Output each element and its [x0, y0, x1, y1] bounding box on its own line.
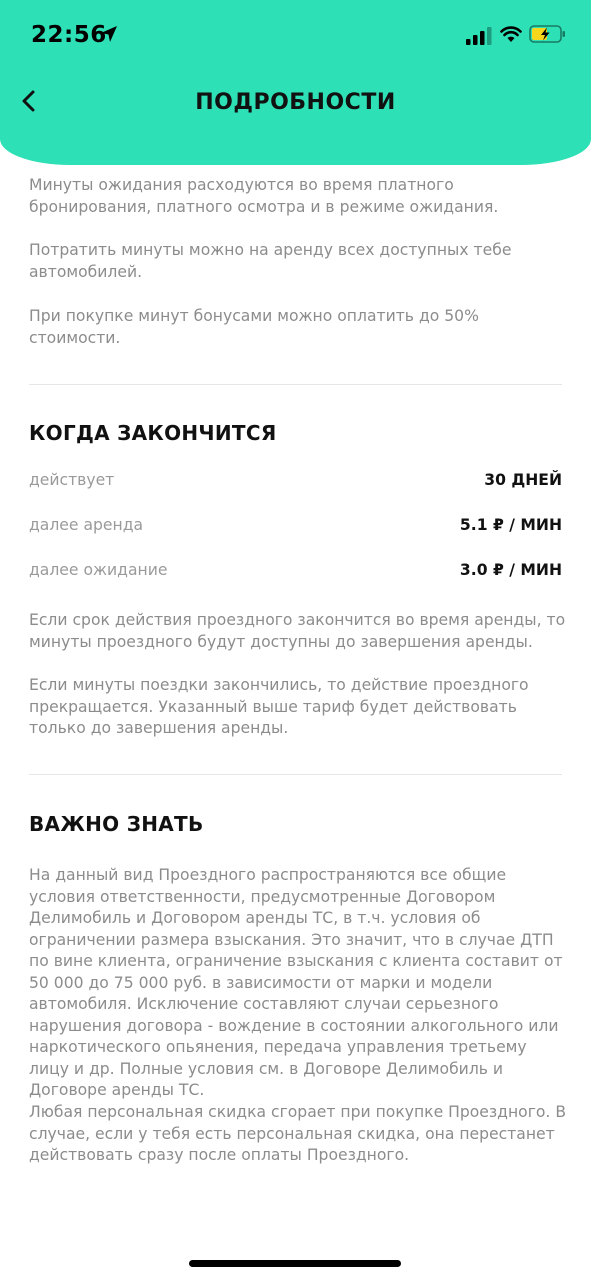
location-arrow-icon — [100, 25, 118, 43]
tariff-value: 5.1 ₽ / МИН — [459, 516, 562, 534]
status-time: 22:56 — [31, 22, 107, 48]
tariff-value: 30 ДНЕЙ — [484, 471, 562, 489]
tariff-row-valid — [29, 471, 562, 495]
section-title-when-ends: КОГДА ЗАКОНЧИТСЯ — [29, 421, 277, 445]
tariff-label: далее аренда — [29, 516, 144, 534]
when-ends-paragraph-1: Если срок действия проездного закончится во время аренды, то минуты проездного будут доступны до завершения аренды. — [29, 611, 566, 651]
header — [0, 0, 591, 165]
when-ends-paragraph-2: Если минуты поездки закончились, то действие проездного прекращается. Указанный выше тариф будет действовать только до завершения аренды. — [29, 676, 529, 737]
divider — [29, 774, 562, 775]
wifi-icon — [500, 25, 522, 43]
tariff-label: далее ожидание — [29, 561, 168, 579]
intro-paragraph-1: Минуты ожидания расходуются во время платного бронирования, платного осмотра и в режиме ожидания. — [29, 176, 499, 216]
tariff-row-rent — [29, 516, 562, 540]
section-title-important: ВАЖНО ЗНАТЬ — [29, 812, 204, 836]
important-paragraph-1: На данный вид Проездного распространяются все общие условия ответственности, предусмотренные Договором Делимобиль и Договором аренды ТС, в т.ч. условия об ограничении размера взыскания. Это значит, что в случае ДТП по вине клиента, ограничение взыскания с клиента составит от 50 000 до 75 000 руб. в зависимости от марки и модели автомобиля. Исключение составляют случаи серьезного нарушения договора - вождение в состоянии алкогольного или наркотического опьянения, передача управления третьему лицу и др. Полные условия см. в Договоре Делимобиль и Договоре аренды ТС. — [29, 866, 563, 1099]
home-indicator[interactable] — [189, 1260, 401, 1267]
battery-charging-icon — [529, 24, 567, 44]
tariff-value: 3.0 ₽ / МИН — [459, 561, 562, 579]
intro-paragraph-3: При покупке минут бонусами можно оплатить до 50% стоимости. — [29, 307, 479, 347]
cellular-signal-icon — [466, 27, 492, 45]
important-paragraph-2: Любая персональная скидка сгорает при покупке Проездного. В случае, если у тебя есть персональная скидка, она перестанет действовать сразу после оплаты Проездного. — [29, 1103, 567, 1164]
status-bar — [0, 0, 591, 70]
divider — [29, 384, 562, 385]
intro-paragraph-2: Потратить минуты можно на аренду всех доступных тебе автомобилей. — [29, 241, 512, 281]
tariff-row-waiting — [29, 561, 562, 585]
page-title: ПОДРОБНОСТИ — [195, 90, 396, 115]
tariff-label: действует — [29, 471, 115, 489]
